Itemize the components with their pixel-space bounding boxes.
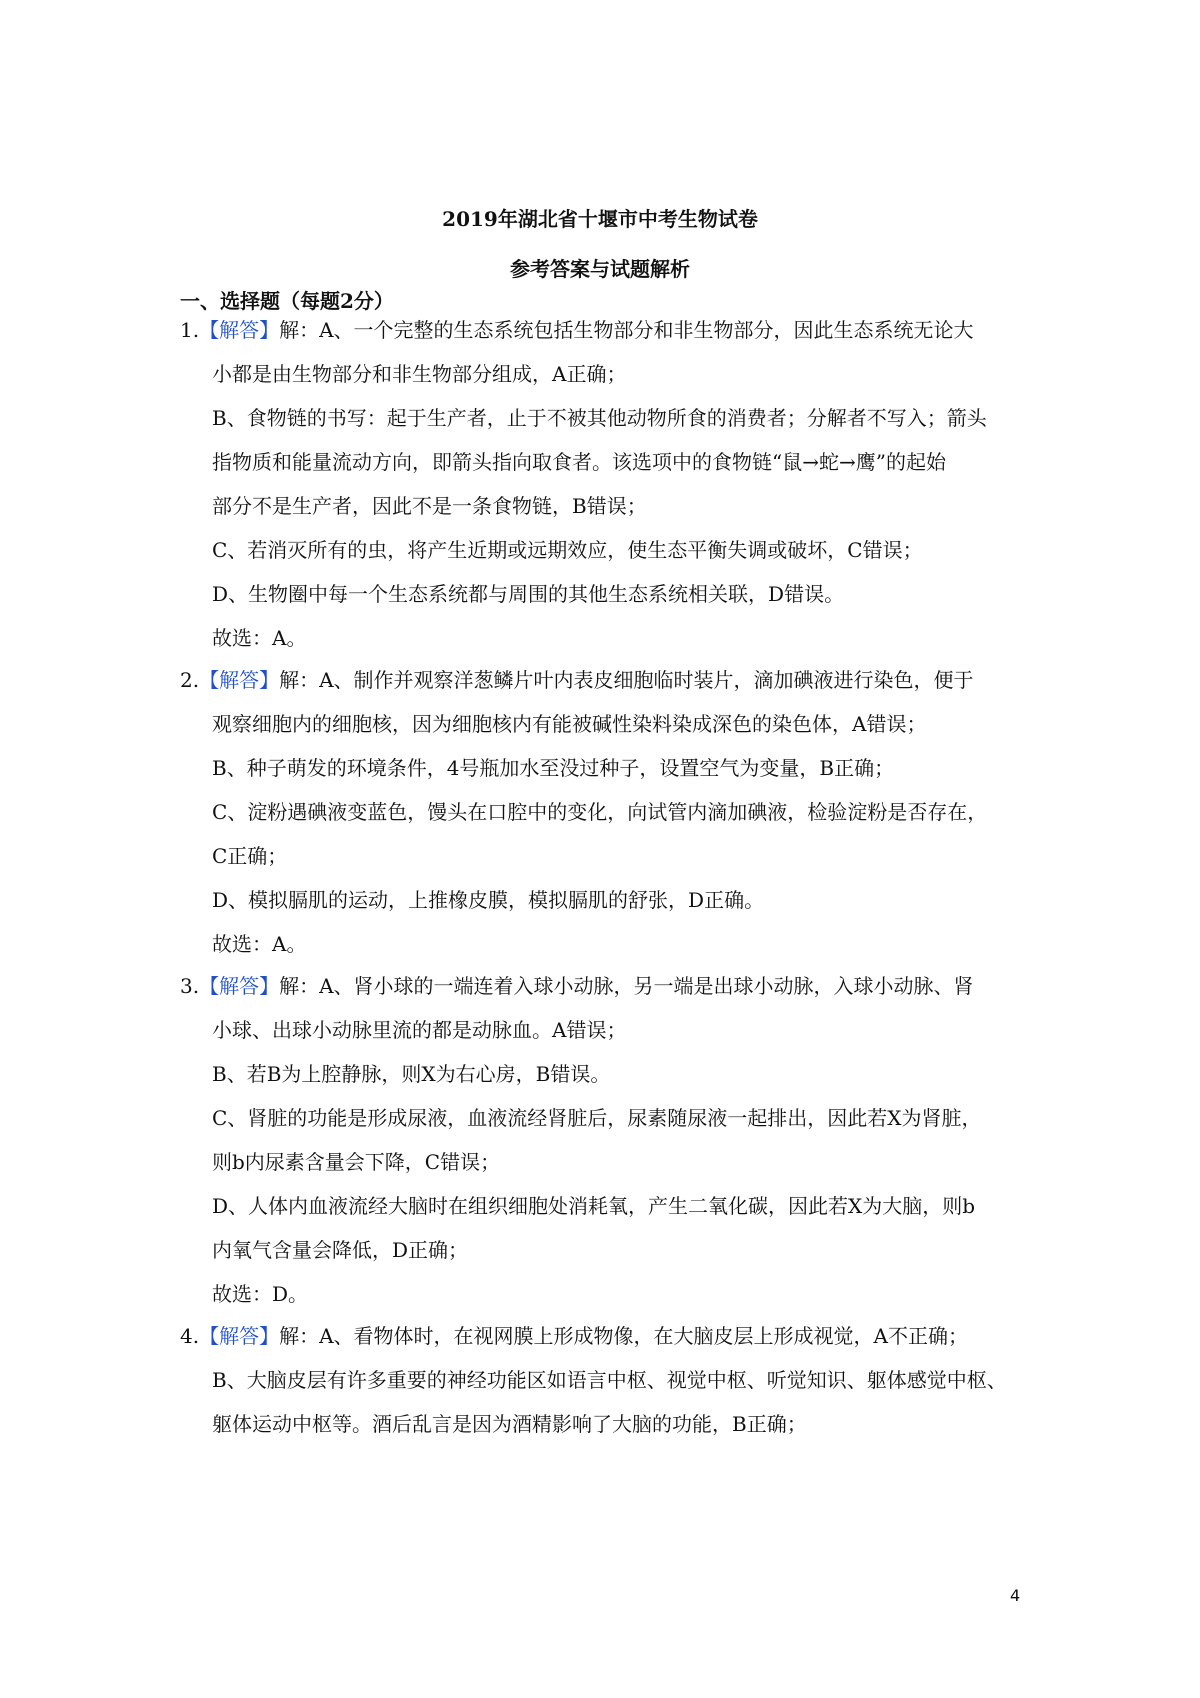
answer-tag: 【解答】 xyxy=(199,668,280,692)
document-subtitle: 参考答案与试题解析 xyxy=(510,257,690,281)
answer-line: B、若B为上腔静脉，则X为右心房，B错误。 xyxy=(212,1062,611,1086)
section-heading: 一、选择题（每题2分） xyxy=(180,289,394,313)
question-number: 2. xyxy=(180,668,200,692)
question-3-first-line xyxy=(180,974,974,998)
answer-text: 解：A、一个完整的生态系统包括生物部分和非生物部分，因此生态系统无论大 xyxy=(279,318,974,342)
answer-text: 解：A、看物体时，在视网膜上形成物像，在大脑皮层上形成视觉，A不正确； xyxy=(279,1324,968,1348)
page-number: 4 xyxy=(1010,1586,1021,1605)
answer-line: C、若消灭所有的虫，将产生近期或远期效应，使生态平衡失调或破坏，C错误； xyxy=(212,538,923,562)
answer-choice: 故选：D。 xyxy=(212,1282,309,1306)
answer-line: D、人体内血液流经大脑时在组织细胞处消耗氧，产生二氧化碳，因此若X为大脑，则b xyxy=(212,1194,976,1218)
answer-tag: 【解答】 xyxy=(199,1324,280,1348)
answer-tag: 【解答】 xyxy=(199,318,280,342)
document-title: 2019年湖北省十堰市中考生物试卷 xyxy=(442,207,758,231)
question-2-first-line xyxy=(180,668,974,692)
answer-line: B、食物链的书写：起于生产者，止于不被其他动物所食的消费者；分解者不写入；箭头 xyxy=(212,406,987,430)
answer-line: 躯体运动中枢等。酒后乱言是因为酒精影响了大脑的功能，B正确； xyxy=(212,1412,807,1436)
answer-line: 小都是由生物部分和非生物部分组成，A正确； xyxy=(212,362,627,386)
answer-line: 则b内尿素含量会下降，C错误； xyxy=(212,1150,501,1174)
answer-line: D、生物圈中每一个生态系统都与周围的其他生态系统相关联，D错误。 xyxy=(212,582,845,606)
answer-text: 解：A、肾小球的一端连着入球小动脉，另一端是出球小动脉，入球小动脉、肾 xyxy=(279,974,974,998)
answer-choice: 故选：A。 xyxy=(212,932,307,956)
answer-line: C正确； xyxy=(212,844,288,868)
answer-line: C、肾脏的功能是形成尿液，血液流经肾脏后，尿素随尿液一起排出，因此若X为肾脏， xyxy=(212,1106,982,1130)
answer-line: B、种子萌发的环境条件，4号瓶加水至没过种子，设置空气为变量，B正确； xyxy=(212,756,895,780)
answer-line: 小球、出球小动脉里流的都是动脉血。A错误； xyxy=(212,1018,627,1042)
answer-line: C、淀粉遇碘液变蓝色，馒头在口腔中的变化，向试管内滴加碘液，检验淀粉是否存在， xyxy=(212,800,988,824)
answer-choice: 故选：A。 xyxy=(212,626,307,650)
question-number: 3. xyxy=(180,974,200,998)
answer-line: D、模拟膈肌的运动，上推橡皮膜，模拟膈肌的舒张，D正确。 xyxy=(212,888,765,912)
answer-text: 解：A、制作并观察洋葱鳞片叶内表皮细胞临时装片，滴加碘液进行染色，便于 xyxy=(279,668,974,692)
question-number: 1. xyxy=(180,318,200,342)
answer-line: B、大脑皮层有许多重要的神经功能区如语言中枢、视觉中枢、听觉知识、躯体感觉中枢、 xyxy=(212,1368,1007,1392)
question-number: 4. xyxy=(180,1324,200,1348)
answer-line: 观察细胞内的细胞核，因为细胞核内有能被碱性染料染成深色的染色体，A错误； xyxy=(212,712,927,736)
answer-tag: 【解答】 xyxy=(199,974,280,998)
question-4-first-line xyxy=(180,1324,968,1348)
question-1-first-line xyxy=(180,318,974,342)
answer-line: 内氧气含量会降低，D正确； xyxy=(212,1238,469,1262)
answer-line: 指物质和能量流动方向，即箭头指向取食者。该选项中的食物链“鼠→蛇→鹰”的起始 xyxy=(212,450,946,474)
answer-line: 部分不是生产者，因此不是一条食物链，B错误； xyxy=(212,494,647,518)
